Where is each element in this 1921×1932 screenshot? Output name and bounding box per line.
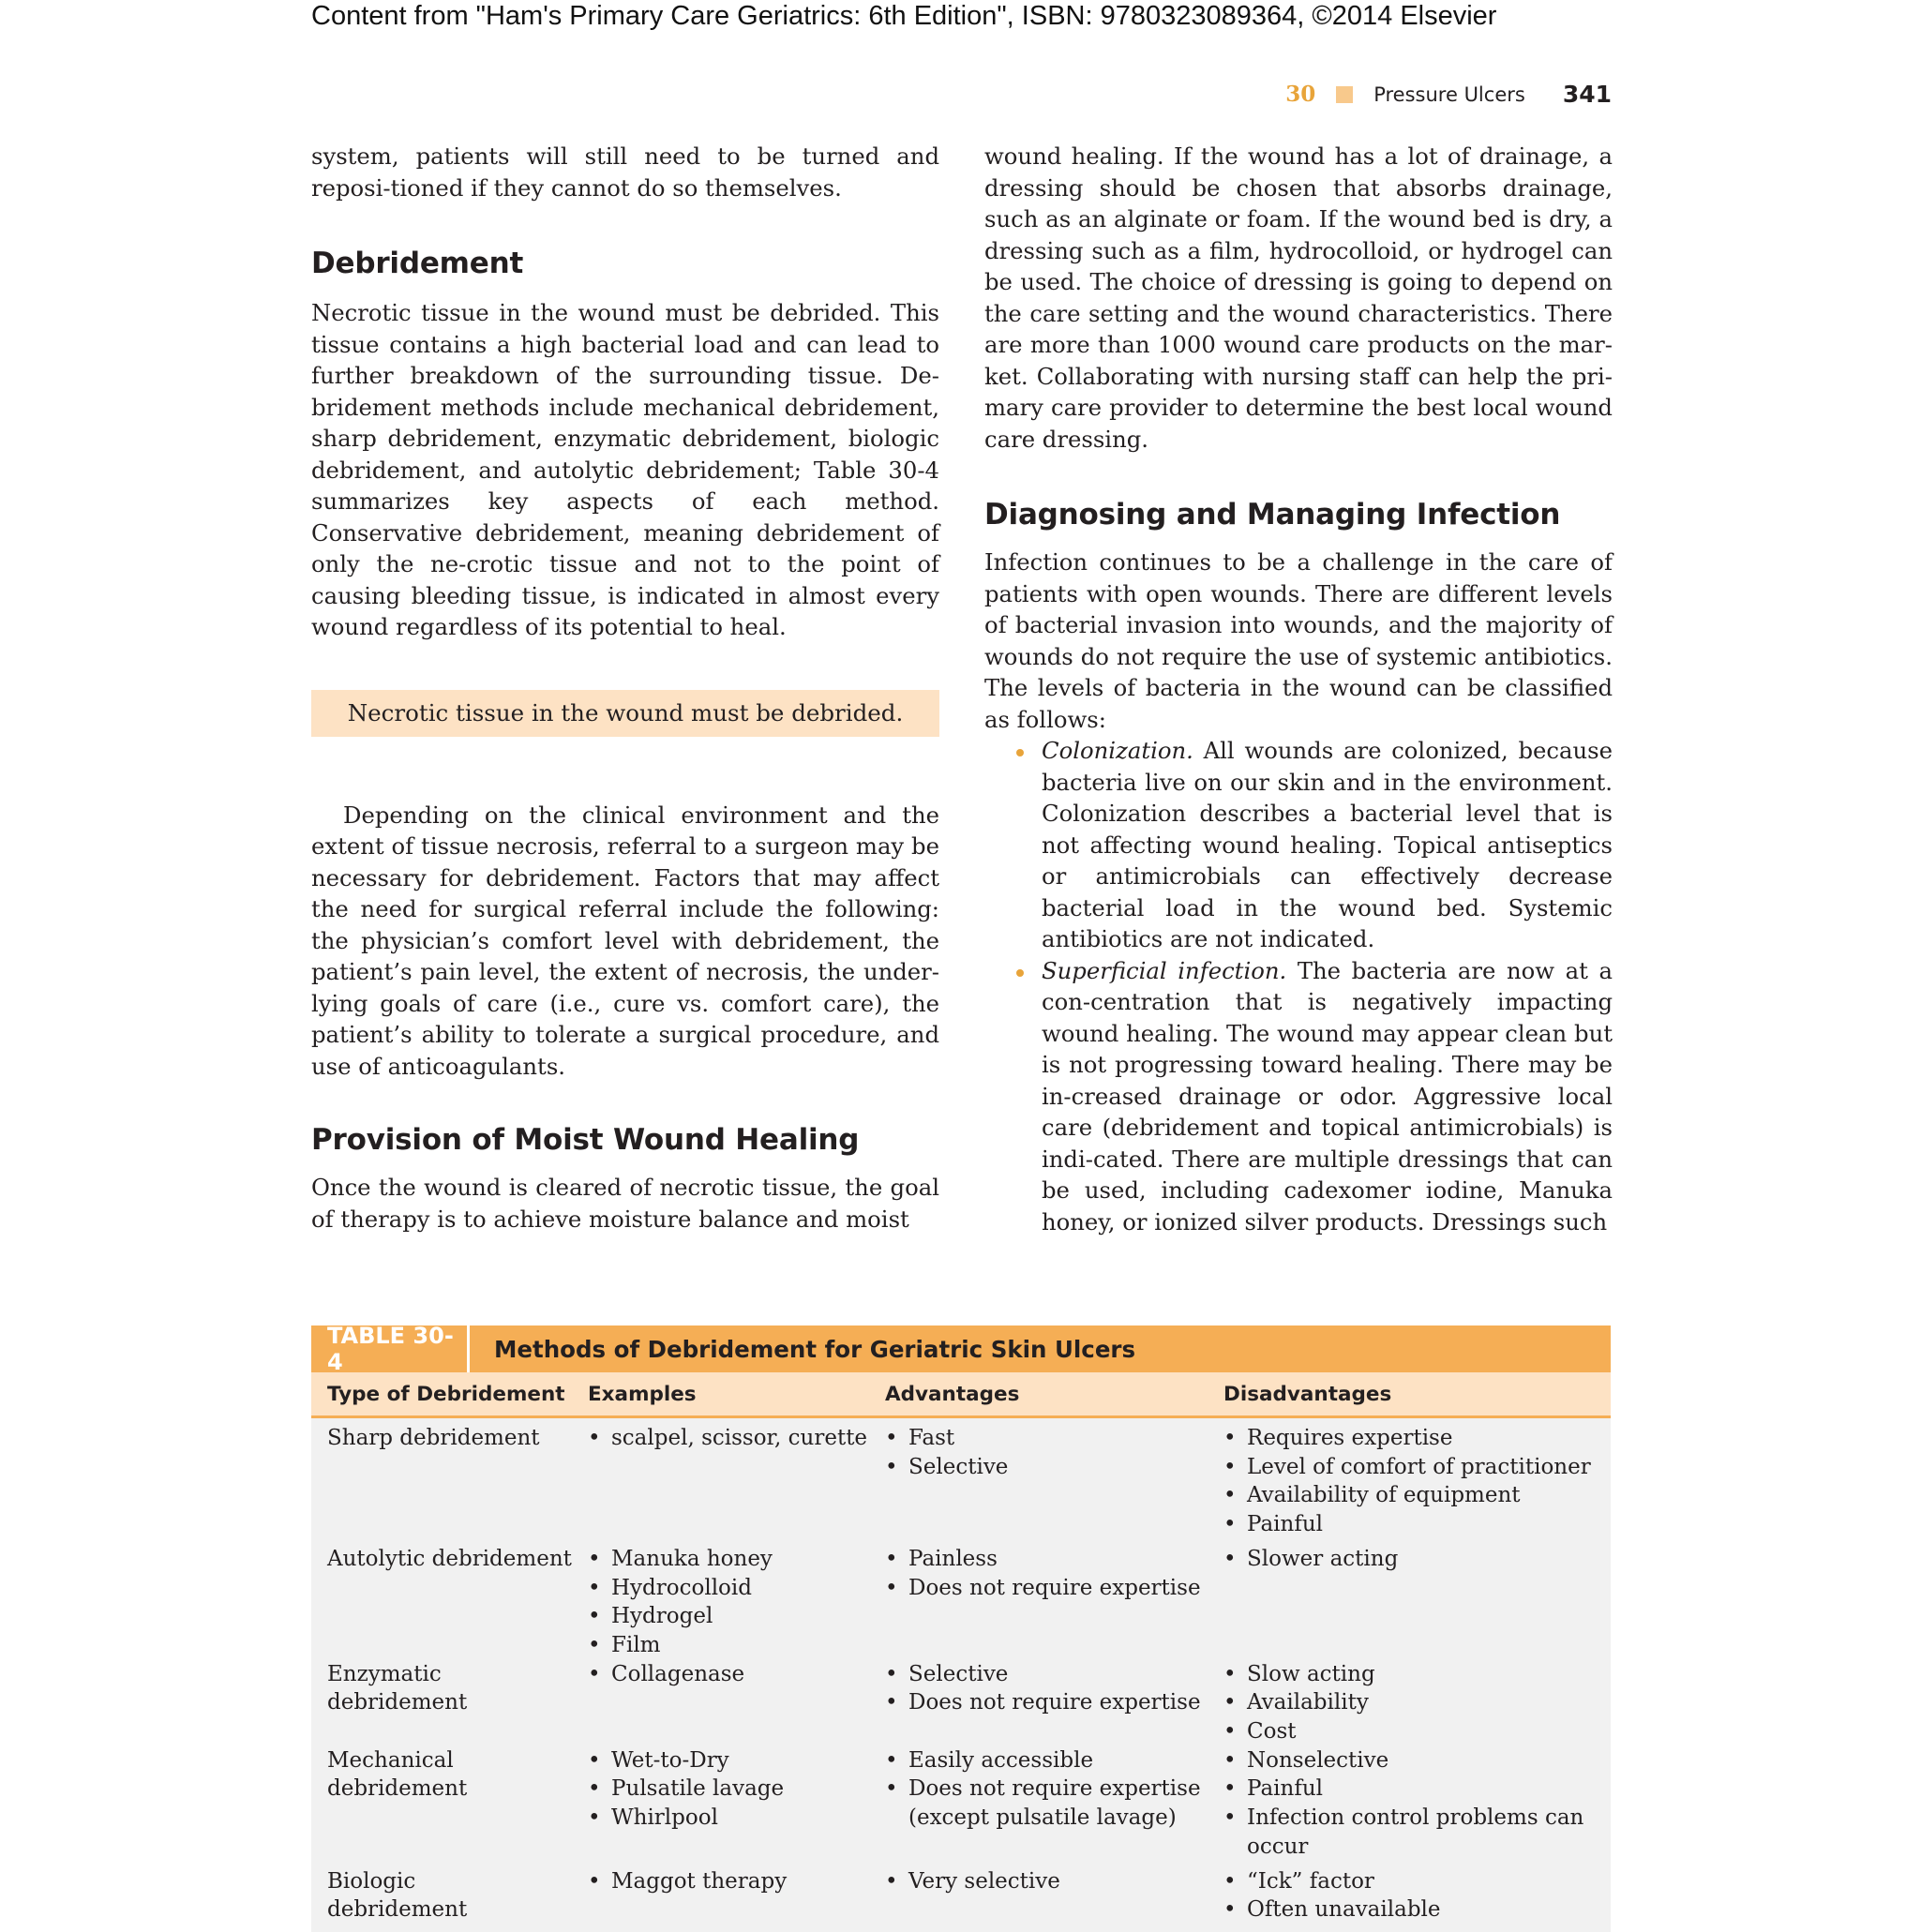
advantages-cell bbox=[885, 1424, 1223, 1539]
bullet-icon bbox=[1016, 969, 1024, 977]
disadvantages-cell bbox=[1223, 1867, 1611, 1925]
examples-cell-list bbox=[588, 1746, 885, 1833]
table-bullet-item: • Availability of equipment bbox=[1223, 1481, 1611, 1510]
page-number: 341 bbox=[1562, 81, 1612, 108]
table-bullet-item: • Film bbox=[588, 1631, 885, 1660]
debridement-type-cell: Biologic debridement bbox=[327, 1868, 468, 1923]
debridement-type-cell: Autolytic debridement bbox=[327, 1546, 572, 1571]
advantages-cell-list bbox=[885, 1545, 1223, 1602]
table-bullet-item: • “Ick” factor bbox=[1223, 1867, 1611, 1896]
debridement-type-cell: Sharp debridement bbox=[327, 1426, 540, 1450]
chapter-number: 30 bbox=[1285, 82, 1316, 107]
table-bullet-item: • Slow acting bbox=[1223, 1660, 1611, 1689]
list-item bbox=[984, 955, 1613, 1238]
disadvantages-cell-list bbox=[1223, 1545, 1611, 1574]
disadvantages-cell-list bbox=[1223, 1867, 1611, 1925]
running-head bbox=[1285, 81, 1612, 108]
table-row bbox=[311, 1424, 1611, 1539]
table-bullet-item: • Requires expertise bbox=[1223, 1424, 1611, 1453]
examples-cell-list bbox=[588, 1660, 885, 1689]
table-bullet-item: • Does not require expertise (except pulsatile lavage) bbox=[885, 1775, 1223, 1832]
column-header-disadvantages: Disadvantages bbox=[1223, 1382, 1392, 1406]
table-bullet-item: • Infection control problems can occur bbox=[1223, 1804, 1611, 1861]
infection-paragraph: Infection continues to be a challenge in the care of patients with open wounds. There are different levels of bacterial invasion into wounds, and the majority of wounds do not require the use of systemic antibiotics. The levels of bacteria in the wound can be classified as follows: bbox=[984, 548, 1613, 733]
disadvantages-cell bbox=[1223, 1660, 1611, 1746]
separator-square-icon bbox=[1336, 86, 1353, 103]
table-title-bar bbox=[311, 1323, 1611, 1375]
examples-cell-list bbox=[588, 1545, 885, 1660]
table-bullet-item: • Hydrogel bbox=[588, 1602, 885, 1631]
table-bullet-item: • Hydrocolloid bbox=[588, 1574, 885, 1603]
list-item-term: Colonization. bbox=[1042, 737, 1193, 764]
intro-paragraph: system, patients will still need to be turned and reposi-tioned if they cannot do so themselves. bbox=[311, 142, 939, 202]
chapter-title: Pressure Ulcers bbox=[1373, 82, 1525, 106]
table-bullet-item: • Easily accessible bbox=[885, 1746, 1223, 1775]
examples-cell-list bbox=[588, 1424, 885, 1453]
table-bullet-item: • Selective bbox=[885, 1453, 1223, 1482]
table-bullet-item: • Cost bbox=[1223, 1717, 1611, 1746]
infection-heading: Diagnosing and Managing Infection bbox=[984, 498, 1561, 532]
table-bullet-item: • Pulsatile lavage bbox=[588, 1775, 885, 1804]
debridement-type-cell: Enzymatic debridement bbox=[327, 1661, 468, 1715]
table-row bbox=[311, 1867, 1611, 1925]
advantages-cell bbox=[885, 1660, 1223, 1746]
examples-cell bbox=[588, 1424, 885, 1539]
table-bullet-item: • Often unavailable bbox=[1223, 1895, 1611, 1925]
advantages-cell-list bbox=[885, 1746, 1223, 1833]
table-header-row bbox=[311, 1372, 1611, 1418]
referral-paragraph: Depending on the clinical environment and the extent of tissue necrosis, referral to a surgeon may be necessary for debridement. Factors that may affect the need for surgical referral include the following: the physician’s comfort level with debridement, the patient’s pain level, the extent of necrosis, the under-lying goals of care (i.e., cure vs. comfort care), the patient’s ability to tolerate a surgical procedure, and use of anticoagulants. bbox=[311, 801, 939, 1080]
table-row bbox=[311, 1545, 1611, 1660]
advantages-cell-list bbox=[885, 1660, 1223, 1717]
table-bullet-item: • scalpel, scissor, curette bbox=[588, 1424, 885, 1453]
table-bullet-item: • Fast bbox=[885, 1424, 1223, 1453]
list-item bbox=[984, 735, 1613, 955]
right-column bbox=[984, 141, 1613, 1237]
table-bullet-item: • Painless bbox=[885, 1545, 1223, 1574]
table-bullet-item: • Nonselective bbox=[1223, 1746, 1611, 1775]
advantages-cell bbox=[885, 1867, 1223, 1925]
disadvantages-cell-list bbox=[1223, 1424, 1611, 1539]
table-bullet-item: • Painful bbox=[1223, 1510, 1611, 1539]
table-bullet-item: • Very selective bbox=[885, 1867, 1223, 1896]
list-item-term: Superficial infection. bbox=[1042, 956, 1287, 984]
table-bullet-item: • Whirlpool bbox=[588, 1804, 885, 1833]
debridement-heading: Debridement bbox=[311, 247, 524, 280]
pull-quote: Necrotic tissue in the wound must be debrided. bbox=[311, 690, 939, 737]
disadvantages-cell-list bbox=[1223, 1746, 1611, 1862]
column-header-type: Type of Debridement bbox=[327, 1382, 565, 1406]
column-header-advantages: Advantages bbox=[885, 1382, 1020, 1406]
bacteria-levels-list bbox=[984, 735, 1613, 1237]
debridement-table bbox=[311, 1325, 1611, 1932]
table-bullet-item: • Painful bbox=[1223, 1775, 1611, 1804]
debridement-type-cell: Mechanical debridement bbox=[327, 1747, 468, 1802]
examples-cell bbox=[588, 1867, 885, 1925]
disadvantages-cell-list bbox=[1223, 1660, 1611, 1746]
table-row bbox=[311, 1660, 1611, 1746]
table-bullet-item: • Level of comfort of practitioner bbox=[1223, 1453, 1611, 1482]
examples-cell bbox=[588, 1660, 885, 1746]
column-header-examples: Examples bbox=[588, 1382, 697, 1406]
table-bullet-item: • Manuka honey bbox=[588, 1545, 885, 1574]
table-bullet-item: • Collagenase bbox=[588, 1660, 885, 1689]
table-label: TABLE 30-4 bbox=[327, 1323, 454, 1375]
disadvantages-cell bbox=[1223, 1545, 1611, 1660]
table-bullet-item: • Slower acting bbox=[1223, 1545, 1611, 1574]
advantages-cell-list bbox=[885, 1867, 1223, 1896]
table-bullet-item: • Does not require expertise bbox=[885, 1574, 1223, 1603]
table-bullet-item: • Maggot therapy bbox=[588, 1867, 885, 1896]
moist-healing-heading: Provision of Moist Wound Healing bbox=[311, 1123, 860, 1157]
source-credit: Content from "Ham's Primary Care Geriatrics: 6th Edition", ISBN: 9780323089364, ©2014 Elsevier bbox=[311, 1, 1497, 31]
advantages-cell-list bbox=[885, 1424, 1223, 1481]
list-item-text: The bacteria are now at a con-centration that is negatively impacting wound healing. The wound may appear clean but is not progressing toward healing. There may be in-creased drainage or odor. Aggressive local care (debridement and topical antimicrobials) is indi-cated. There are multiple dressings that can be used, including cadexomer iodine, Manuka honey, or ionized silver products. Dressings such bbox=[1042, 956, 1613, 1236]
table-bullet-item: • Selective bbox=[885, 1660, 1223, 1689]
advantages-cell bbox=[885, 1746, 1223, 1862]
debridement-paragraph: Necrotic tissue in the wound must be debrided. This tissue contains a high bacterial load and can lead to further breakdown of the surrounding tissue. De-bridement methods include mechanical debridement, sharp debridement, enzymatic debridement, biologic debridement, and autolytic debridement; Table 30-4 summarizes key aspects of each method. Conservative debridement, meaning debridement of only the ne-crotic tissue and not to the point of causing bleeding tissue, is indicated in almost every wound regardless of its potential to heal. bbox=[311, 299, 939, 640]
table-bullet-item: • Availability bbox=[1223, 1688, 1611, 1717]
table-body bbox=[311, 1418, 1611, 1932]
dressing-paragraph: wound healing. If the wound has a lot of drainage, a dressing should be chosen that absorbs drainage, such as an alginate or foam. If the wound bed is dry, a dressing such as a film, hydrocolloid, or hydrogel can be used. The choice of dressing is going to depend on the care setting and the wound characteristics. There are more than 1000 wound care products on the mar-ket. Collaborating with nursing staff can help the pri-mary care provider to determine the best local wound care dressing. bbox=[984, 142, 1613, 453]
advantages-cell bbox=[885, 1545, 1223, 1660]
table-row bbox=[311, 1746, 1611, 1862]
left-column bbox=[311, 141, 939, 1235]
examples-cell-list bbox=[588, 1867, 885, 1896]
examples-cell bbox=[588, 1746, 885, 1862]
disadvantages-cell bbox=[1223, 1746, 1611, 1862]
moist-healing-paragraph: Once the wound is cleared of necrotic tissue, the goal of therapy is to achieve moisture balance and moist bbox=[311, 1174, 939, 1233]
bullet-icon bbox=[1016, 749, 1024, 756]
disadvantages-cell bbox=[1223, 1424, 1611, 1539]
list-item-text: All wounds are colonized, because bacteria live on our skin and in the environment. Colonization describes a bacterial level that is not affecting wound healing. Topical antiseptics or antimicrobials can effectively decrease bacterial load in the wound bed. Systemic antibiotics are not indicated. bbox=[1042, 737, 1613, 952]
table-caption: Methods of Debridement for Geriatric Skin Ulcers bbox=[494, 1335, 1136, 1363]
table-bullet-item: • Wet-to-Dry bbox=[588, 1746, 885, 1775]
examples-cell bbox=[588, 1545, 885, 1660]
table-bullet-item: • Does not require expertise bbox=[885, 1688, 1223, 1717]
